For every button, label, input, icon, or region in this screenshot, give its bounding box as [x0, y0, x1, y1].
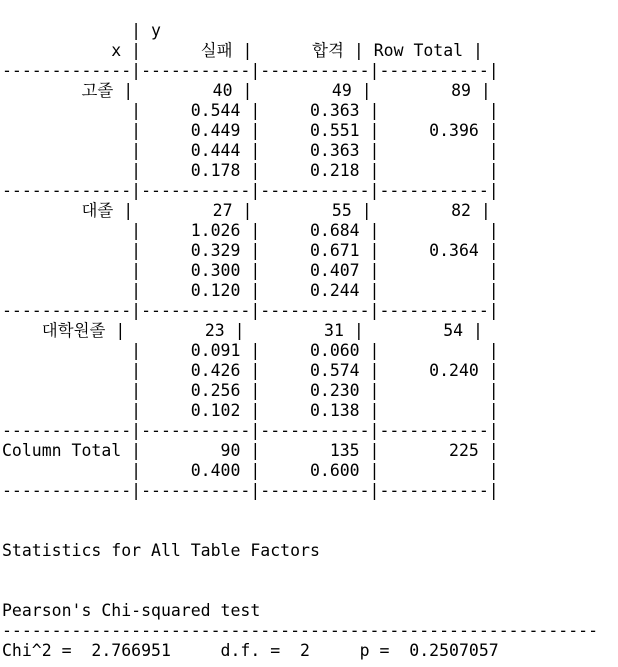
blank-line — [2, 561, 598, 581]
blank-line — [2, 501, 598, 521]
table-rule: -------------|-----------|-----------|-----------| — [2, 181, 499, 200]
statistics-title: Statistics for All Table Factors — [2, 541, 320, 560]
row-proportion-line: | 0.426 | 0.574 | 0.240 | — [2, 361, 509, 380]
row-chisq-contrib-line: | 0.091 | 0.060 | | — [2, 341, 509, 360]
column-total-proportion-line: | 0.400 | 0.600 | | — [2, 461, 509, 480]
chi-squared-test-title: Pearson's Chi-squared test — [2, 601, 271, 620]
col-proportion-line: | 0.300 | 0.407 | | — [2, 261, 509, 280]
col-proportion-line: | 0.444 | 0.363 | | — [2, 141, 509, 160]
table-rule: -------------|-----------|-----------|-----------| — [2, 301, 499, 320]
blank-line — [2, 521, 598, 541]
table-proportion-line: | 0.102 | 0.138 | | — [2, 401, 509, 420]
table-rule: -------------|-----------|-----------|-----------| — [2, 61, 499, 80]
long-rule: ------------------------------------------------------------ — [2, 621, 599, 640]
row-count-line: 대졸 | 27 | 55 | 82 | — [2, 201, 501, 220]
table-proportion-line: | 0.178 | 0.218 | | — [2, 161, 509, 180]
blank-line — [2, 581, 598, 601]
column-total-count-line: Column Total | 90 | 135 | 225 | — [2, 441, 509, 460]
table-rule: -------------|-----------|-----------|-----------| — [2, 421, 499, 440]
col-proportion-line: | 0.256 | 0.230 | | — [2, 381, 509, 400]
header-y-line: | y — [2, 21, 171, 40]
header-columns-line: x | 실패 | 합격 | Row Total | — [2, 41, 493, 60]
table-rule: -------------|-----------|-----------|-----------| — [2, 481, 499, 500]
chi-squared-result-line: Chi^2 = 2.766951 d.f. = 2 p = 0.2507057 — [2, 641, 509, 660]
row-proportion-line: | 0.329 | 0.671 | 0.364 | — [2, 241, 509, 260]
row-count-line: 대학원졸 | 23 | 31 | 54 | — [2, 321, 493, 340]
row-proportion-line: | 0.449 | 0.551 | 0.396 | — [2, 121, 509, 140]
console-output — [2, 21, 598, 661]
row-count-line: 고졸 | 40 | 49 | 89 | — [2, 81, 501, 100]
row-chisq-contrib-line: | 0.544 | 0.363 | | — [2, 101, 509, 120]
table-proportion-line: | 0.120 | 0.244 | | — [2, 281, 509, 300]
row-chisq-contrib-line: | 1.026 | 0.684 | | — [2, 221, 509, 240]
